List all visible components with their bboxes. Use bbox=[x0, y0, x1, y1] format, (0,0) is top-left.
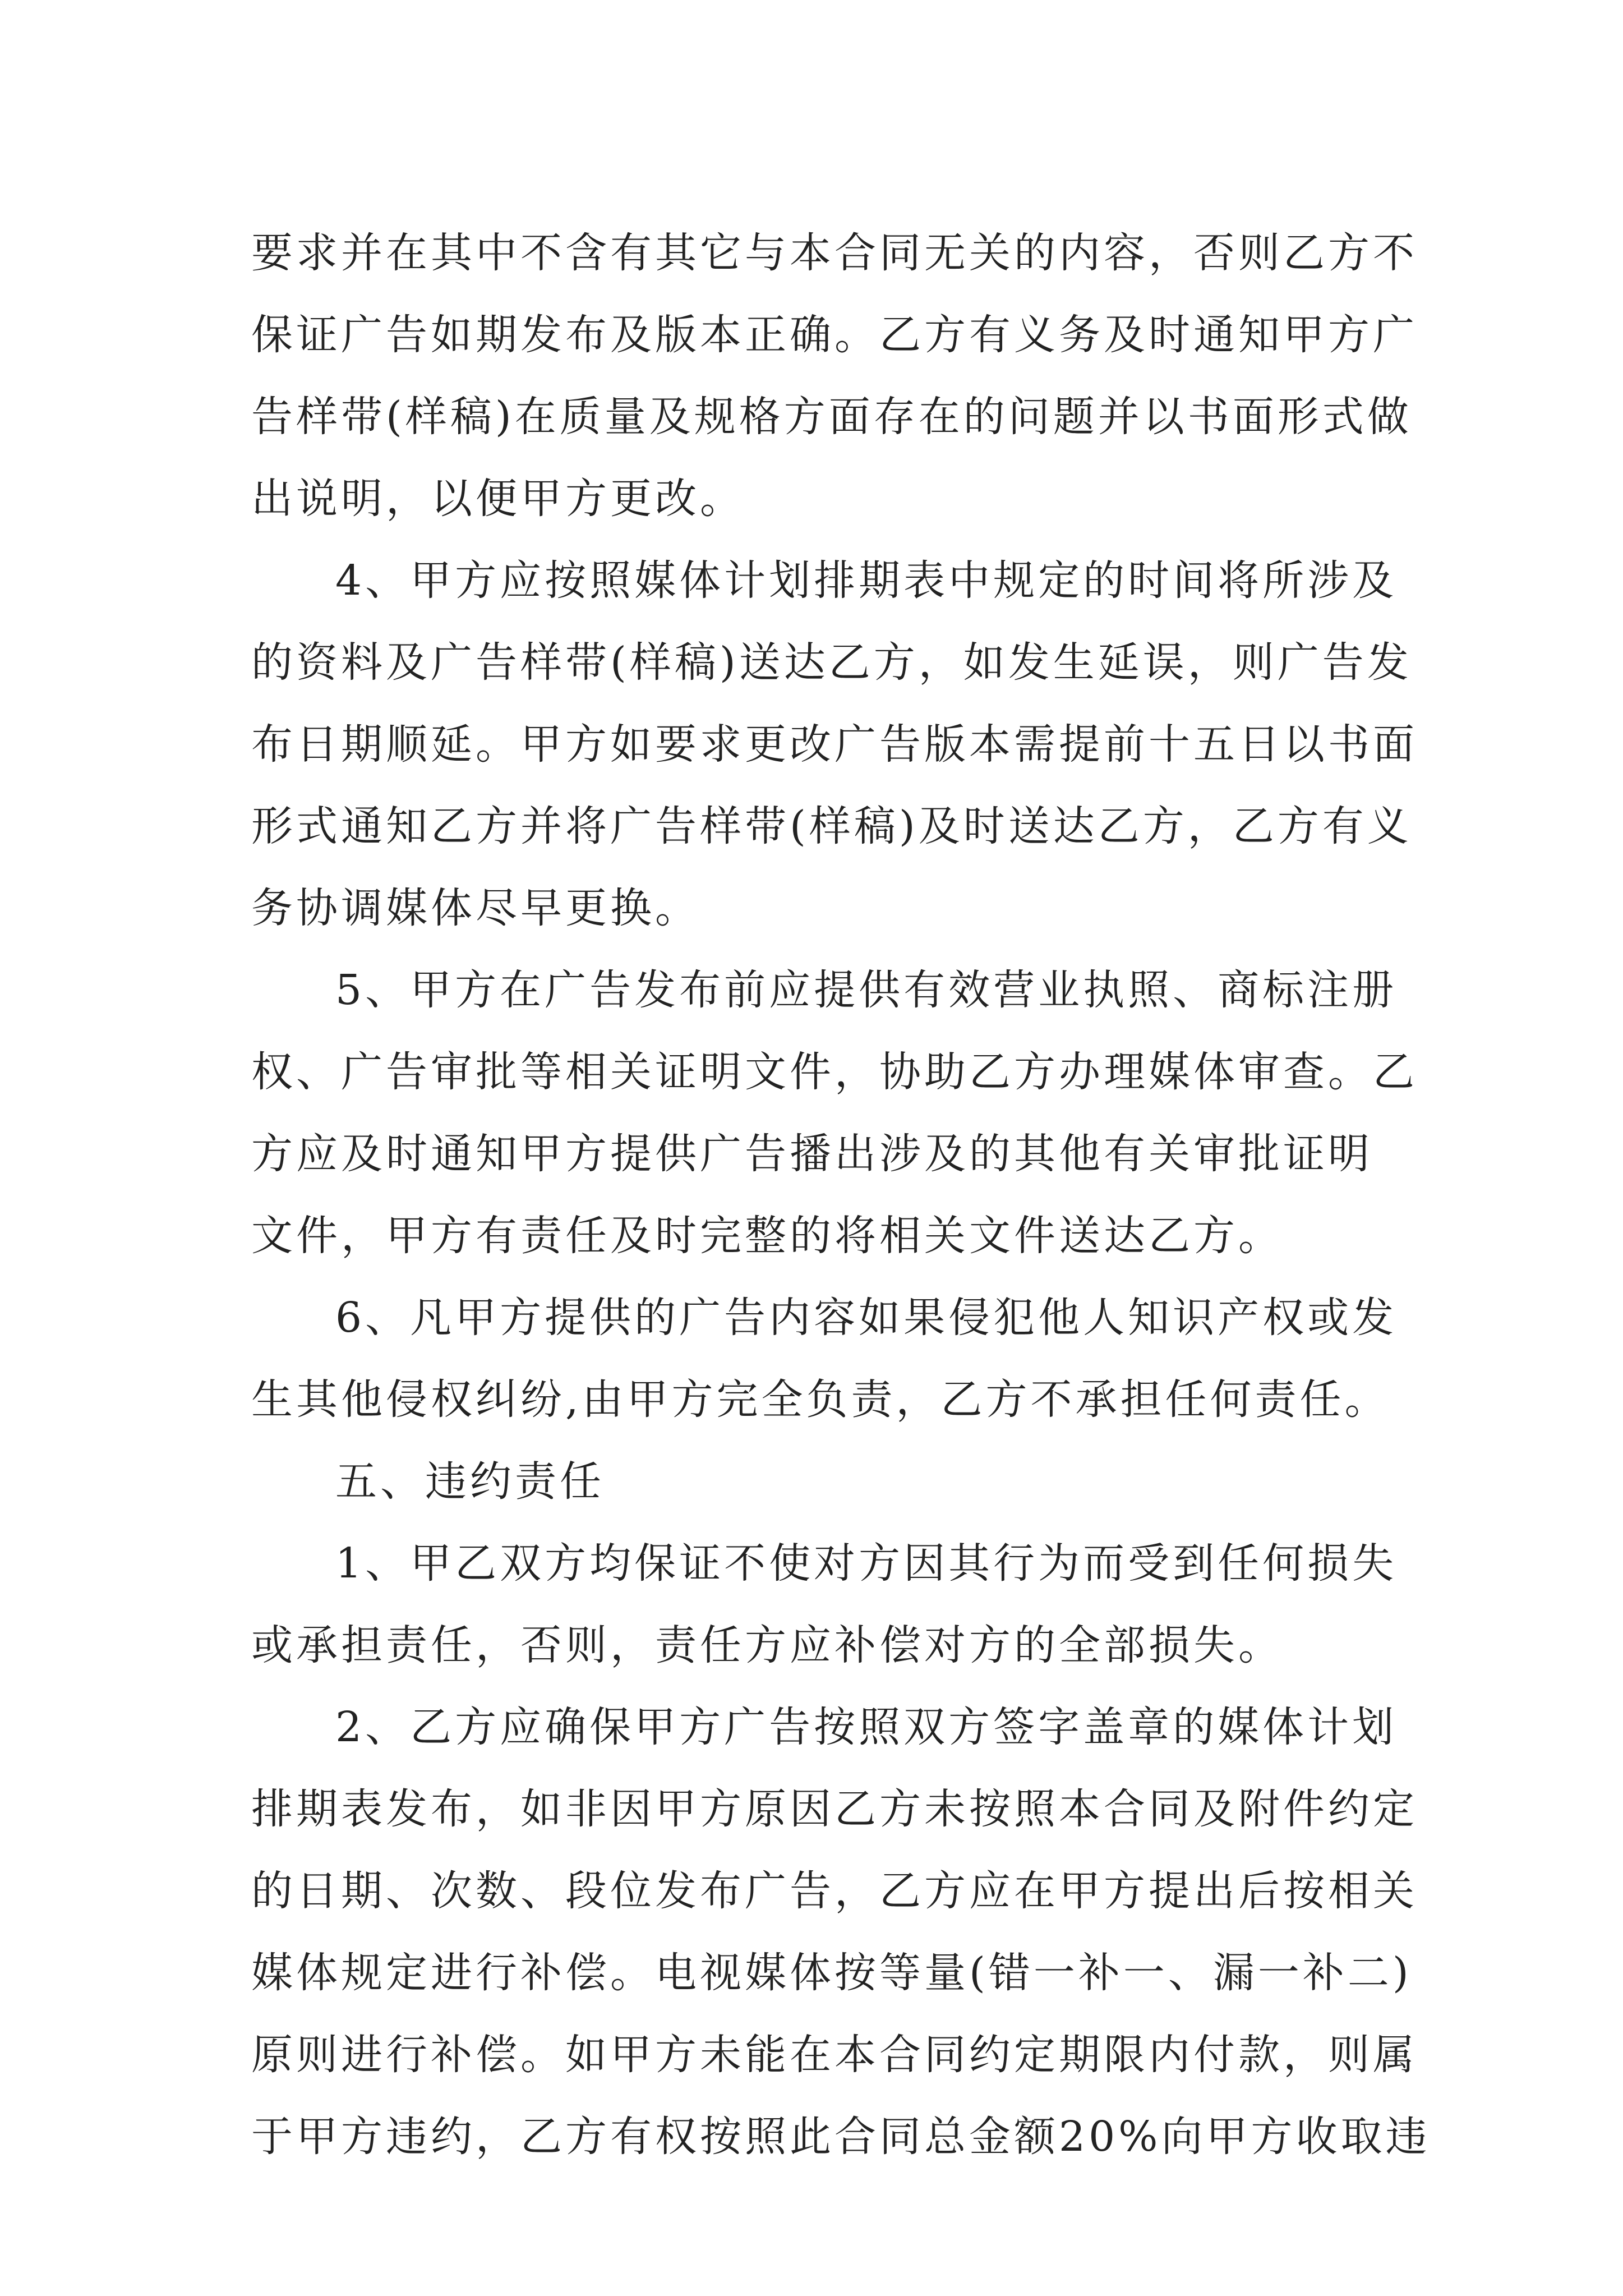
text-line: 于甲方违约，乙方有权按照此合同总金额20%向甲方收取违 bbox=[251, 2113, 1431, 2161]
clause-5-first-line: 5、甲方在广告发布前应提供有效营业执照、商标注册 bbox=[335, 966, 1398, 1014]
text-line: 的资料及广告样带(样稿)送达乙方，如发生延误，则广告发 bbox=[251, 638, 1412, 687]
clause-4-first-line: 4、甲方应按照媒体计划排期表中规定的时间将所涉及 bbox=[335, 556, 1398, 605]
breach-clause-2-first-line: 2、乙方应确保甲方广告按照双方签字盖章的媒体计划 bbox=[335, 1703, 1398, 1751]
text-line: 布日期顺延。甲方如要求更改广告版本需提前十五日以书面 bbox=[251, 720, 1418, 769]
text-line: 方应及时通知甲方提供广告播出涉及的其他有关审批证明 bbox=[251, 1130, 1373, 1178]
breach-clause-1-first-line: 1、甲乙双方均保证不使对方因其行为而受到任何损失 bbox=[335, 1539, 1398, 1588]
text-line: 要求并在其中不含有其它与本合同无关的内容，否则乙方不 bbox=[251, 229, 1418, 277]
text-line: 务协调媒体尽早更换。 bbox=[251, 884, 700, 932]
text-line: 权、广告审批等相关证明文件，协助乙方办理媒体审查。乙 bbox=[251, 1048, 1418, 1096]
contract-body-text bbox=[251, 212, 1431, 2178]
text-line: 文件，甲方有责任及时完整的将相关文件送达乙方。 bbox=[251, 1212, 1283, 1260]
text-line: 保证广告如期发布及版本正确。乙方有义务及时通知甲方广 bbox=[251, 311, 1418, 359]
text-line: 媒体规定进行补偿。电视媒体按等量(错一补一、漏一补二) bbox=[251, 1949, 1412, 1997]
text-line: 的日期、次数、段位发布广告，乙方应在甲方提出后按相关 bbox=[251, 1867, 1418, 1915]
text-line: 原则进行补偿。如甲方未能在本合同约定期限内付款，则属 bbox=[251, 2031, 1418, 2079]
text-line: 形式通知乙方并将广告样带(样稿)及时送达乙方，乙方有义 bbox=[251, 802, 1412, 850]
text-line: 告样带(样稿)在质量及规格方面存在的问题并以书面形式做 bbox=[251, 393, 1412, 441]
text-line: 或承担责任，否则，责任方应补偿对方的全部损失。 bbox=[251, 1621, 1283, 1669]
clause-6-first-line: 6、凡甲方提供的广告内容如果侵犯他人知识产权或发 bbox=[335, 1294, 1398, 1342]
section-heading-breach-liability: 五、违约责任 bbox=[335, 1457, 605, 1506]
text-line: 排期表发布，如非因甲方原因乙方未按照本合同及附件约定 bbox=[251, 1785, 1418, 1833]
text-line: 出说明，以便甲方更改。 bbox=[251, 475, 745, 523]
text-line: 生其他侵权纠纷,由甲方完全负责，乙方不承担任何责任。 bbox=[251, 1375, 1390, 1424]
